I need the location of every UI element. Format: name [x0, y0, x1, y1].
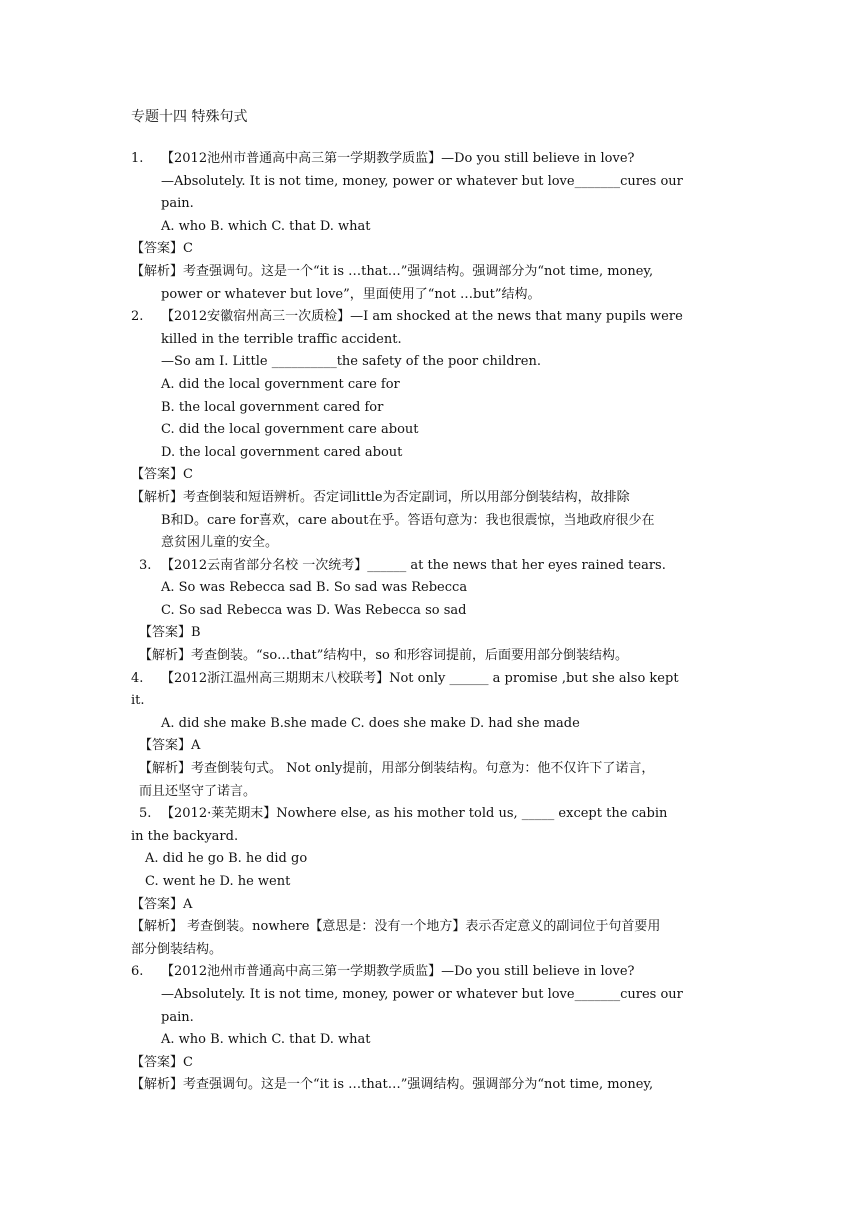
question-6-answer: 【答案】C: [131, 1054, 193, 1070]
question-5-explanation: 部分倒装结构。: [131, 941, 223, 957]
question-6-line: pain.: [161, 1009, 194, 1025]
question-2-line: —So am I. Little __________the safety of the poor children.: [161, 354, 541, 370]
question-5-stem: 5. 【2012·莱芜期末】Nowhere else, as his mother told us, _____ except the cabin: [139, 806, 668, 822]
question-4-explanation: 【解析】考查倒装句式。 Not only提前，用部分倒装结构。句意为：他不仅许下了诺言，: [139, 761, 655, 777]
question-5-line: in the backyard.: [131, 828, 239, 844]
question-3-options: C. So sad Rebecca was D. Was Rebecca so sad: [161, 602, 467, 618]
question-4-answer: 【答案】A: [139, 738, 201, 754]
question-1-explanation: power or whatever but love”，里面使用了“not …but”结构。: [161, 286, 541, 302]
question-3-explanation: 【解析】考查倒装。“so…that”结构中，so 和形容词提前，后面要用部分倒装结构。: [139, 648, 628, 664]
question-2-explanation: 意贫困儿童的安全。: [161, 535, 279, 551]
question-2-option-a: A. did the local government care for: [161, 376, 400, 392]
question-4-line: it.: [131, 693, 145, 709]
question-3-answer: 【答案】B: [139, 625, 201, 641]
question-4-stem: 4. 【2012浙江温州高三期期末八校联考】Not only ______ a promise ,but she also kept: [131, 670, 679, 686]
question-1-line: —Absolutely. It is not time, money, power or whatever but love_______cures our: [161, 173, 683, 189]
question-6-explanation: 【解析】考查强调句。这是一个“it is …that…”强调结构。强调部分为“not time, money,: [131, 1077, 654, 1093]
question-1-line: pain.: [161, 196, 194, 212]
question-1-options: A. who B. which C. that D. what: [161, 218, 371, 234]
question-4-options: A. did she make B.she made C. does she make D. had she made: [161, 715, 580, 731]
page-title: 专题十四 特殊句式: [131, 109, 248, 125]
question-2-answer: 【答案】C: [131, 467, 193, 483]
question-1-explanation: 【解析】考查强调句。这是一个“it is …that…”强调结构。强调部分为“not time, money,: [131, 263, 654, 279]
question-5-answer: 【答案】A: [131, 896, 193, 912]
question-2-line: killed in the terrible traffic accident.: [161, 331, 402, 347]
question-2-option-d: D. the local government cared about: [161, 444, 403, 460]
question-5-options: A. did he go B. he did go: [145, 851, 308, 867]
question-2-stem: 2. 【2012安徽宿州高三一次质检】—I am shocked at the news that many pupils were: [131, 309, 683, 325]
question-6-line: —Absolutely. It is not time, money, power or whatever but love_______cures our: [161, 986, 683, 1002]
question-5-options: C. went he D. he went: [145, 874, 291, 889]
question-6-stem: 6. 【2012池州市普通高中高三第一学期教学质监】—Do you still believe in love?: [131, 964, 635, 980]
question-2-explanation: B和D。care for喜欢，care about在乎。答语句意为：我也很震惊，当地政府很少在: [161, 512, 655, 528]
question-3-options: A. So was Rebecca sad B. So sad was Rebecca: [161, 580, 468, 596]
question-4-explanation: 而且还坚守了诺言。: [139, 783, 257, 799]
question-2-explanation: 【解析】考查倒装和短语辨析。否定词little为否定副词，所以用部分倒装结构，故排除: [131, 489, 630, 505]
question-1-stem: 1. 【2012池州市普通高中高三第一学期教学质监】—Do you still believe in love?: [131, 151, 635, 166]
question-6-options: A. who B. which C. that D. what: [161, 1032, 371, 1048]
question-2-option-c: C. did the local government care about: [161, 422, 419, 438]
question-2-option-b: B. the local government cared for: [161, 399, 384, 415]
question-1-answer: 【答案】C: [131, 241, 193, 257]
question-3-stem: 3. 【2012云南省部分名校 一次统考】______ at the news that her eyes rained tears.: [139, 557, 666, 573]
question-5-explanation: 【解析】 考查倒装。nowhere【意思是：没有一个地方】表示否定意义的副词位于句首要用: [131, 919, 661, 935]
